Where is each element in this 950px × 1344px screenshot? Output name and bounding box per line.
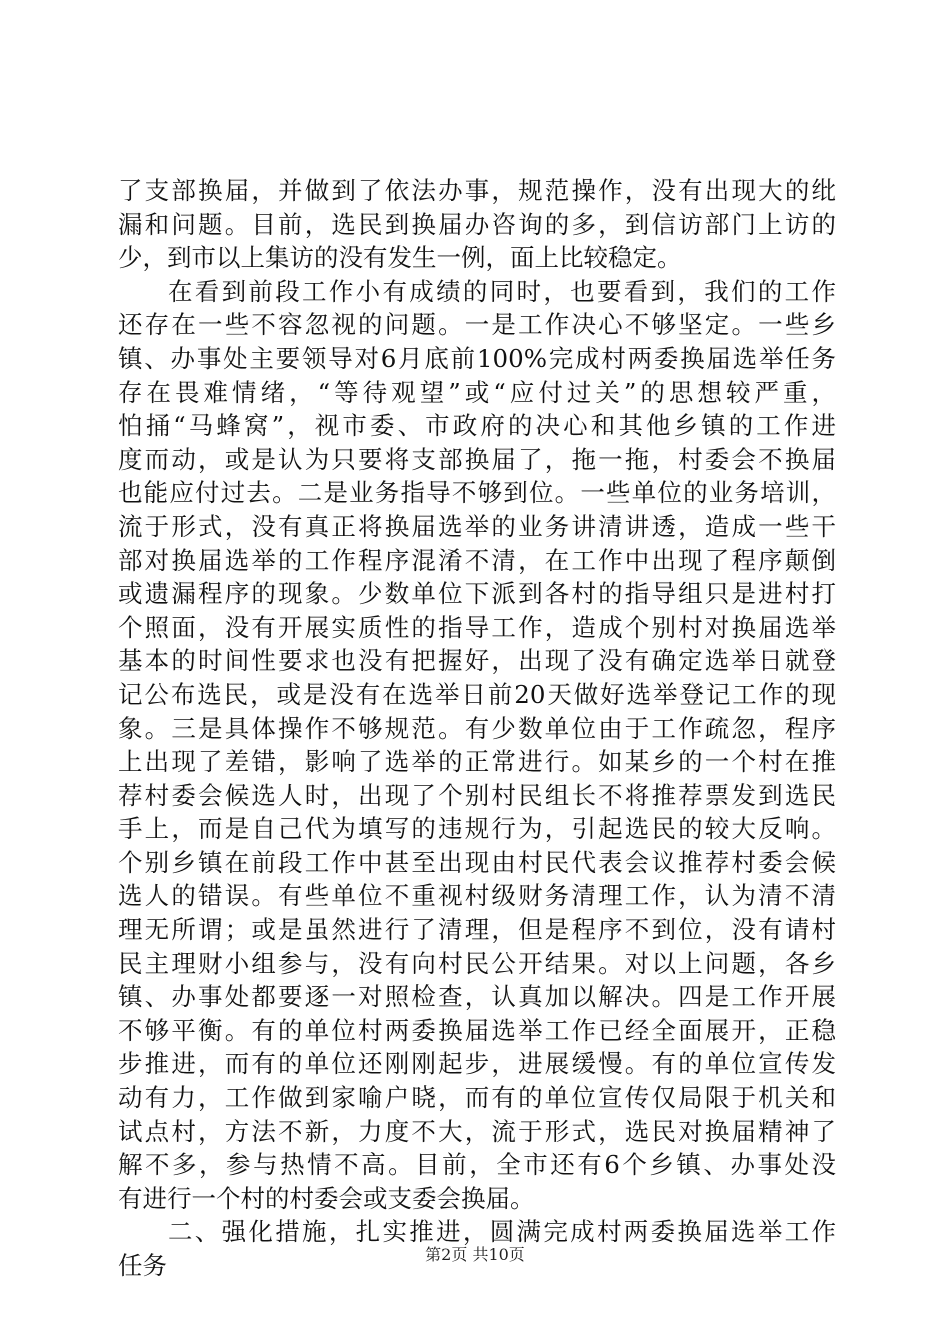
text-line: 荐村委会候选人时，出现了个别村民组长不将推荐票发到选民 [118, 780, 836, 810]
text-line: 镇、办事处都要逐一对照检查，认真加以解决。四是工作开展 [118, 982, 836, 1012]
page-number-footer: 第2页 共10页 [425, 1245, 525, 1264]
text-line: 动有力，工作做到家喻户晓，而有的单位宣传仅局限于机关和 [118, 1083, 836, 1113]
text-line: 步推进，而有的单位还刚刚起步，进展缓慢。有的单位宣传发 [118, 1049, 836, 1079]
text-line: 上出现了差错，影响了选举的正常进行。如某乡的一个村在推 [118, 747, 836, 777]
text-line: 怕捅“马蜂窝”，视市委、市政府的决心和其他乡镇的工作进 [118, 411, 836, 441]
section-heading-line: 二、强化措施，扎实推进，圆满完成村两委换届选举工作 [168, 1217, 836, 1247]
text-line: 也能应付过去。二是业务指导不够到位。一些单位的业务培训， [118, 478, 836, 508]
text-line: 部对换届选举的工作程序混淆不清，在工作中出现了程序颠倒 [118, 545, 836, 575]
text-line: 有进行一个村的村委会或支委会换届。 [118, 1183, 535, 1213]
text-line: 度而动，或是认为只要将支部换届了，拖一拖，村委会不换届 [118, 444, 836, 474]
text-line: 个照面，没有开展实质性的指导工作，造成个别村对换届选举 [118, 612, 836, 642]
text-line: 镇、办事处主要领导对6月底前100%完成村两委换届选举任务 [118, 343, 836, 373]
text-line: 基本的时间性要求也没有把握好，出现了没有确定选举日就登 [118, 646, 836, 676]
text-line: 存在畏难情绪，“等待观望”或“应付过关”的思想较严重， [118, 377, 836, 407]
paragraph-start-line: 在看到前段工作小有成绩的同时，也要看到，我们的工作 [168, 276, 836, 306]
text-line: 少，到市以上集访的没有发生一例，面上比较稳定。 [118, 243, 682, 273]
text-line: 记公布选民，或是没有在选举日前20天做好选举登记工作的现 [118, 679, 836, 709]
text-line: 解不多，参与热情不高。目前，全市还有6个乡镇、办事处没 [118, 1150, 836, 1180]
text-line: 选人的错误。有些单位不重视村级财务清理工作，认为清不清 [118, 881, 836, 911]
text-line: 或遗漏程序的现象。少数单位下派到各村的指导组只是进村打 [118, 579, 836, 609]
section-heading-line: 任务 [118, 1251, 167, 1280]
text-line: 试点村，方法不新，力度不大，流于形式，选民对换届精神了 [118, 1116, 836, 1146]
text-line: 象。三是具体操作不够规范。有少数单位由于工作疏忽，程序 [118, 713, 836, 743]
text-line: 漏和问题。目前，选民到换届办咨询的多，到信访部门上访的 [118, 209, 836, 239]
text-line: 手上，而是自己代为填写的违规行为，引起选民的较大反响。 [118, 814, 836, 844]
text-line: 了支部换届，并做到了依法办事，规范操作，没有出现大的纰 [118, 176, 836, 205]
text-line: 理无所谓；或是虽然进行了清理，但是程序不到位，没有请村 [118, 915, 836, 945]
text-line: 不够平衡。有的单位村两委换届选举工作已经全面展开，正稳 [118, 1015, 836, 1045]
text-line: 还存在一些不容忽视的问题。一是工作决心不够坚定。一些乡 [118, 310, 836, 340]
text-line: 流于形式，没有真正将换届选举的业务讲清讲透，造成一些干 [118, 511, 836, 541]
body-text [118, 174, 836, 1283]
text-line: 民主理财小组参与，没有向村民公开结果。对以上问题，各乡 [118, 948, 836, 978]
text-line: 个别乡镇在前段工作中甚至出现由村民代表会议推荐村委会候 [118, 847, 836, 877]
